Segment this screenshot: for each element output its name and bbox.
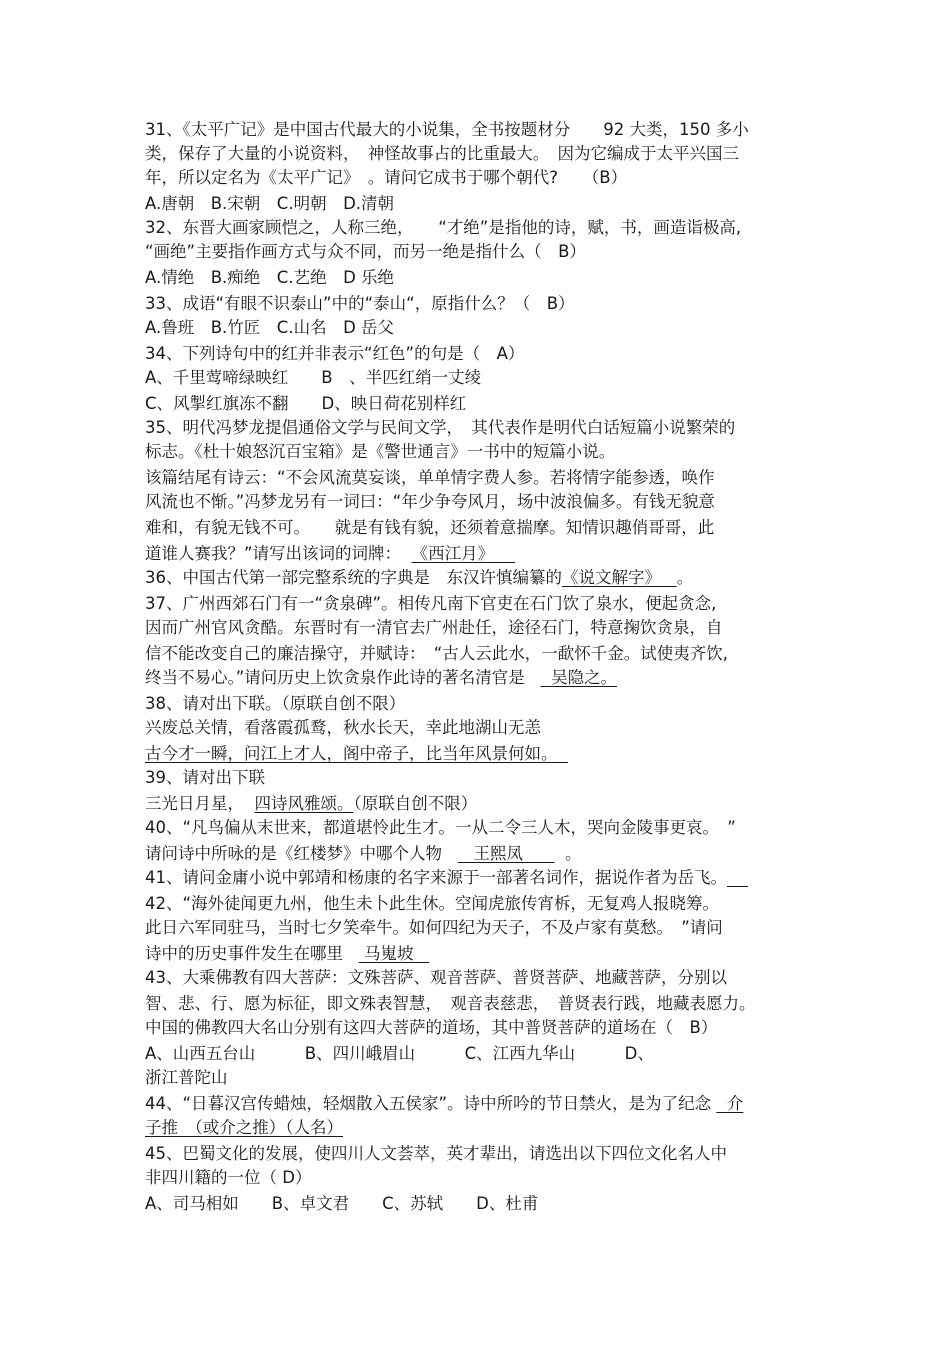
q39-upper-couplet: 三光日月星， — [145, 794, 244, 813]
q42-line-1: 42、“海外徒闻更九州，他生未卜此生休。空闻虎旅传宵柝，无复鸡人报晓筹。 — [145, 894, 720, 913]
q43-line-1: 43、大乘佛教有四大菩萨：文殊菩萨、观音菩萨、普贤菩萨、地藏菩萨，分别以 — [145, 968, 727, 987]
q39-line-1: 39、请对出下联 — [145, 768, 265, 787]
q39-note: （原联自创不限） — [353, 794, 478, 813]
q37-tail: 。 — [600, 668, 618, 687]
q42-question-text: 诗中的历史事件发生在哪里 — [145, 944, 343, 963]
q37-line-3: 信不能改变自己的廉洁操守，并赋诗： “古人云此水，一歃怀千金。试使夷齐饮, — [145, 644, 729, 663]
q32-line-2: “画绝”主要指作画方式与众不同，而另一绝是指什么（ B） — [145, 242, 586, 261]
q36-tail: 。 — [676, 568, 694, 587]
q35-line-6 — [145, 542, 515, 566]
q43-line-2: 智、悲、行、愿为标征，即文殊表智慧， 观音表慈悲， 普贤表行践，地藏表愿力。 — [145, 994, 756, 1013]
q35-line-2: 标志。《杜十娘怒沉百宝箱》是《警世通言》一书中的短篇小说。 — [145, 442, 616, 461]
q36-answer: 《说文解字》 — [562, 568, 661, 587]
q44-line-1 — [145, 1092, 743, 1116]
q44-answer-start: 介 — [726, 1094, 744, 1113]
q35-question-text: 道谁人赛我？”请写出该词的词牌： — [145, 544, 402, 563]
q40-line-1: 40、“凡鸟偏从末世来，都道堪怜此生才。一从二令三人木，哭向金陵事更哀。 ” — [145, 818, 736, 837]
q42-line-2: 此日六军同驻马，当时七夕笑牵牛。如何四纪为天子，不及卢家有莫愁。 ”请问 — [145, 918, 723, 937]
q38-upper-couplet: 兴废总关情，看落霞孤鹜，秋水长天，幸此地湖山无恙 — [145, 718, 541, 737]
q37-line-4 — [145, 666, 617, 690]
q40-answer: 王熙凤 — [473, 844, 523, 863]
q44-line-2 — [145, 1116, 343, 1140]
q34-options-cd: C、风掣红旗冻不翻 D、映日荷花别样红 — [145, 394, 467, 413]
q37-answer: 吴隐之 — [551, 668, 601, 687]
q36-line-1 — [145, 566, 693, 590]
q35-line-1: 35、明代冯梦龙提倡通俗文学与民间文学， 其代表作是明代白话短篇小说繁荣的 — [145, 418, 736, 437]
q39-answer: 四诗风雅颂。 — [254, 794, 354, 813]
q43-options-cont: 浙江普陀山 — [145, 1068, 228, 1087]
q45-line-2: 非四川籍的一位（ D） — [145, 1168, 312, 1187]
q35-answer: 《西江月》 — [411, 544, 495, 563]
q31-line-3: 年，所以定名为《太平广记》 。请问它成书于哪个朝代? （B） — [145, 168, 628, 187]
q35-line-5: 难和，有貌无钱不可。 就是有钱有貌，还须着意揣摩。知情识趣俏哥哥，此 — [145, 518, 715, 537]
q36-question-text: 36、中国古代第一部完整系统的字典是 东汉许慎编纂的 — [145, 568, 562, 587]
q35-line-4: 风流也不惭。”冯梦龙另有一词曰：“年少争夸风月，场中波浪偏多。有钱无貌意 — [145, 492, 715, 511]
q40-question-text: 请问诗中所咏的是《红楼梦》中哪个人物 — [145, 844, 442, 863]
q41-line-1: 41、请问金庸小说中郭靖和杨康的名字来源于一部著名词作，据说作者为岳飞。 — [145, 868, 727, 887]
q37-line-1: 37、广州西郊石门有一“贪泉碑”。相传凡南下官吏在石门饮了泉水，便起贪念, — [145, 594, 717, 613]
q42-line-3 — [145, 942, 429, 966]
q39-line-2 — [145, 792, 477, 816]
q32-options: A.情绝 B.痴绝 C.艺绝 D 乐绝 — [145, 268, 395, 287]
q44-question-text: 44、“日暮汉宫传蜡烛，轻烟散入五侯家”。诗中所吟的节日禁火，是为了纪念 — [145, 1094, 712, 1113]
q45-line-1: 45、巴蜀文化的发展，使四川人文荟萃，英才辈出，请选出以下四位文化名人中 — [145, 1144, 727, 1163]
q43-options: A、山西五台山 B、四川峨眉山 C、江西九华山 D、 — [145, 1044, 654, 1063]
q31-options: A.唐朝 B.宋朝 C.明朝 D.清朝 — [145, 194, 395, 213]
q32-line-1: 32、东晋大画家顾恺之，人称三绝， “才绝”是指他的诗，赋，书，画造诣极高, — [145, 218, 742, 237]
q34-line-1: 34、下列诗句中的红并非表示“红色”的句是（ A） — [145, 344, 525, 363]
q33-line-1: 33、成语“有眼不识泰山”中的“泰山“，原指什么？（ B） — [145, 294, 575, 313]
q35-line-3: 该篇结尾有诗云：“不会风流莫妄谈，单单情字费人参。若将情字能参透，唤作 — [145, 468, 715, 487]
q31-line-2: 类，保存了大量的小说资料， 神怪故事占的比重最大。 因为它编成于太平兴国三 — [145, 144, 739, 163]
q37-question-text: 终当不易心。”请问历史上饮贪泉作此诗的著名清官是 — [145, 668, 525, 687]
q43-line-3: 中国的佛教四大名山分别有这四大菩萨的道场，其中普贤菩萨的道场在（ B） — [145, 1018, 718, 1037]
q44-answer-cont: 子推 （或介之推）（人名） — [145, 1118, 343, 1137]
q40-tail: 。 — [564, 844, 582, 863]
q34-options-ab: A、千里莺啼绿映红 B 、半匹红绡一丈绫 — [145, 368, 482, 387]
q45-options: A、司马相如 B、卓文君 C、苏轼 D、杜甫 — [145, 1194, 539, 1213]
q38-line-1: 38、请对出下联。（原联自创不限） — [145, 694, 406, 713]
q38-lower-couplet-answer: 古今才一瞬，问江上才人，阁中帝子，比当年风景何如。 — [145, 744, 558, 763]
q33-options: A.鲁班 B.竹匠 C.山名 D 岳父 — [145, 318, 395, 337]
q37-line-2: 因而广州官风贪酷。东晋时有一清官去广州赴任，途径石门，特意掬饮贪泉，自 — [145, 618, 723, 637]
q42-answer: 马嵬坡 — [364, 944, 414, 963]
q31-line-1: 31、《太平广记》是中国古代最大的小说集，全书按题材分 92 大类，150 多小 — [145, 120, 749, 139]
q40-line-2 — [145, 842, 581, 866]
